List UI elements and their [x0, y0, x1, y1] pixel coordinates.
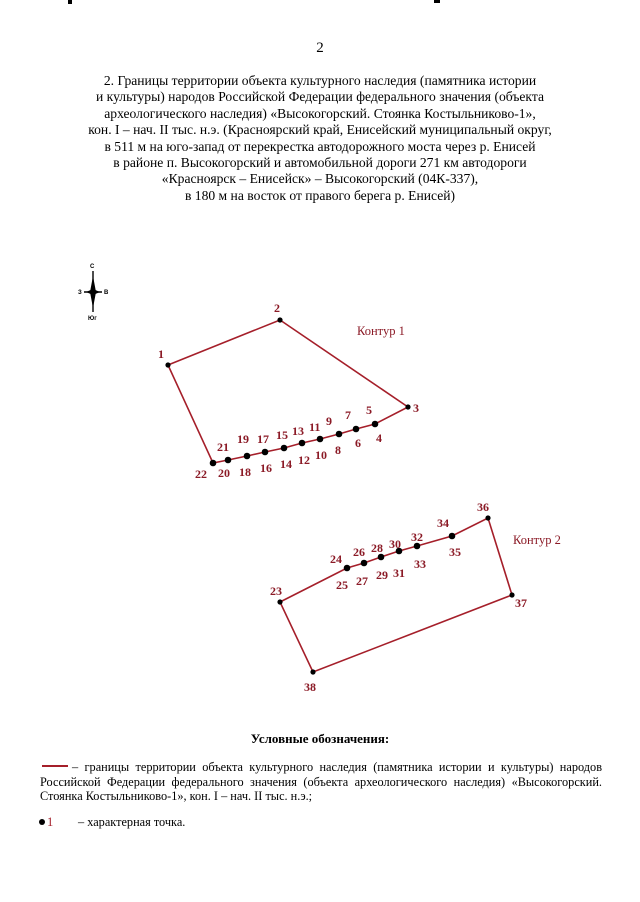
point-label: 2: [274, 301, 280, 315]
point-label: 23: [270, 584, 282, 598]
point-label: 21: [217, 440, 229, 454]
point-label: 16: [260, 461, 272, 475]
title-line: в 180 м на восток от правого берега р. Енисей): [184, 187, 456, 203]
point-label: 34: [437, 516, 449, 530]
point-marker: [372, 421, 379, 428]
point-label: 18: [239, 465, 251, 479]
point-marker: [361, 560, 368, 567]
point-label: 22: [195, 467, 207, 481]
title-line: в районе п. Высокогорский и автомобильной дороги 271 км автодороги: [113, 155, 527, 171]
point-label: 35: [449, 545, 461, 559]
point-label: 7: [345, 408, 351, 422]
point-label: 27: [356, 574, 368, 588]
point-marker: [336, 431, 343, 438]
point-label: 37: [515, 596, 527, 610]
scan-edge-mark: [434, 0, 440, 3]
point-label: 32: [411, 530, 423, 544]
point-label: 5: [366, 403, 372, 417]
compass-west-label: З: [78, 290, 82, 296]
point-label: 31: [393, 566, 405, 580]
legend-point-text: – характерная точка.: [78, 815, 186, 829]
point-label: 12: [298, 453, 310, 467]
point-label: 15: [276, 428, 288, 442]
title-line: и культуры) народов Российской Федерации федерального значения (объекта: [96, 89, 544, 105]
point-label: 19: [237, 432, 249, 446]
point-label: 3: [413, 401, 419, 415]
point-marker: [317, 436, 324, 443]
contour-2-label: Контур 2: [513, 533, 561, 547]
point-marker: [210, 460, 217, 467]
point-marker: [449, 533, 456, 540]
compass-icon: [78, 264, 109, 322]
title-line: археологического наследия) «Высокогорский. Стоянка Костыльниково-1»,: [104, 105, 536, 121]
contour-1-label: Контур 1: [357, 324, 405, 338]
point-label: 1: [158, 347, 164, 361]
point-marker: [225, 457, 232, 464]
point-label: 6: [355, 436, 361, 450]
point-label: 29: [376, 568, 388, 582]
point-marker: [405, 404, 410, 409]
legend-point-number: 1: [47, 815, 54, 829]
compass-north-label: С: [90, 264, 95, 270]
point-marker: [310, 669, 315, 674]
point-marker: [485, 515, 490, 520]
point-label: 13: [292, 424, 304, 438]
point-label: 33: [414, 557, 426, 571]
point-marker: [262, 449, 269, 456]
point-marker: [353, 426, 360, 433]
legend-point-dot-icon: [39, 819, 45, 825]
point-label: 11: [309, 420, 321, 434]
point-label: 9: [326, 414, 332, 428]
legend-boundary-description: – границы территории объекта культурного наследия (памятника истории и культуры) народов Российской Федерации федерального значения (объекта археологического наследия) «Высокогорский. Стоянка Костыльниково-1», кон. I – нач. II тыс. н.э.;: [40, 760, 602, 804]
legend-title: Условные обозначения:: [250, 731, 390, 746]
point-label: 10: [315, 448, 327, 462]
compass-east-label: В: [104, 290, 109, 296]
title-line: «Красноярск – Енисейск» – Высокогорский (04К-337),: [161, 171, 479, 187]
point-label: 38: [304, 680, 316, 694]
point-marker: [299, 440, 306, 447]
point-marker: [344, 565, 351, 572]
point-marker: [277, 317, 282, 322]
contour-1-boundary: [168, 320, 408, 463]
point-label: 14: [280, 457, 292, 471]
point-marker: [281, 445, 288, 452]
point-label: 20: [218, 466, 230, 480]
point-label: 24: [330, 552, 342, 566]
point-marker: [509, 592, 514, 597]
point-label: 26: [353, 545, 365, 559]
point-marker: [244, 453, 251, 460]
point-marker: [277, 599, 282, 604]
point-label: 25: [336, 578, 348, 592]
point-label: 30: [389, 537, 401, 551]
title-line: 2. Границы территории объекта культурного наследия (памятника истории: [103, 73, 537, 88]
legend-boundary-text: [40, 760, 602, 804]
point-marker: [165, 362, 170, 367]
point-label: 28: [371, 541, 383, 555]
point-label: 8: [335, 443, 341, 457]
title-line: кон. I – нач. II тыс. н.э. (Красноярский край, Енисейский муниципальный округ,: [88, 122, 552, 138]
point-label: 4: [376, 431, 382, 445]
compass-south-label: Юг: [88, 316, 97, 322]
point-label: 36: [477, 500, 489, 514]
point-label: 17: [257, 432, 269, 446]
scan-edge-mark: [68, 0, 72, 4]
page-number: 2: [316, 40, 324, 56]
title-line: в 511 м на юго-запад от перекрестка автодорожного моста через р. Енисей: [104, 138, 536, 154]
